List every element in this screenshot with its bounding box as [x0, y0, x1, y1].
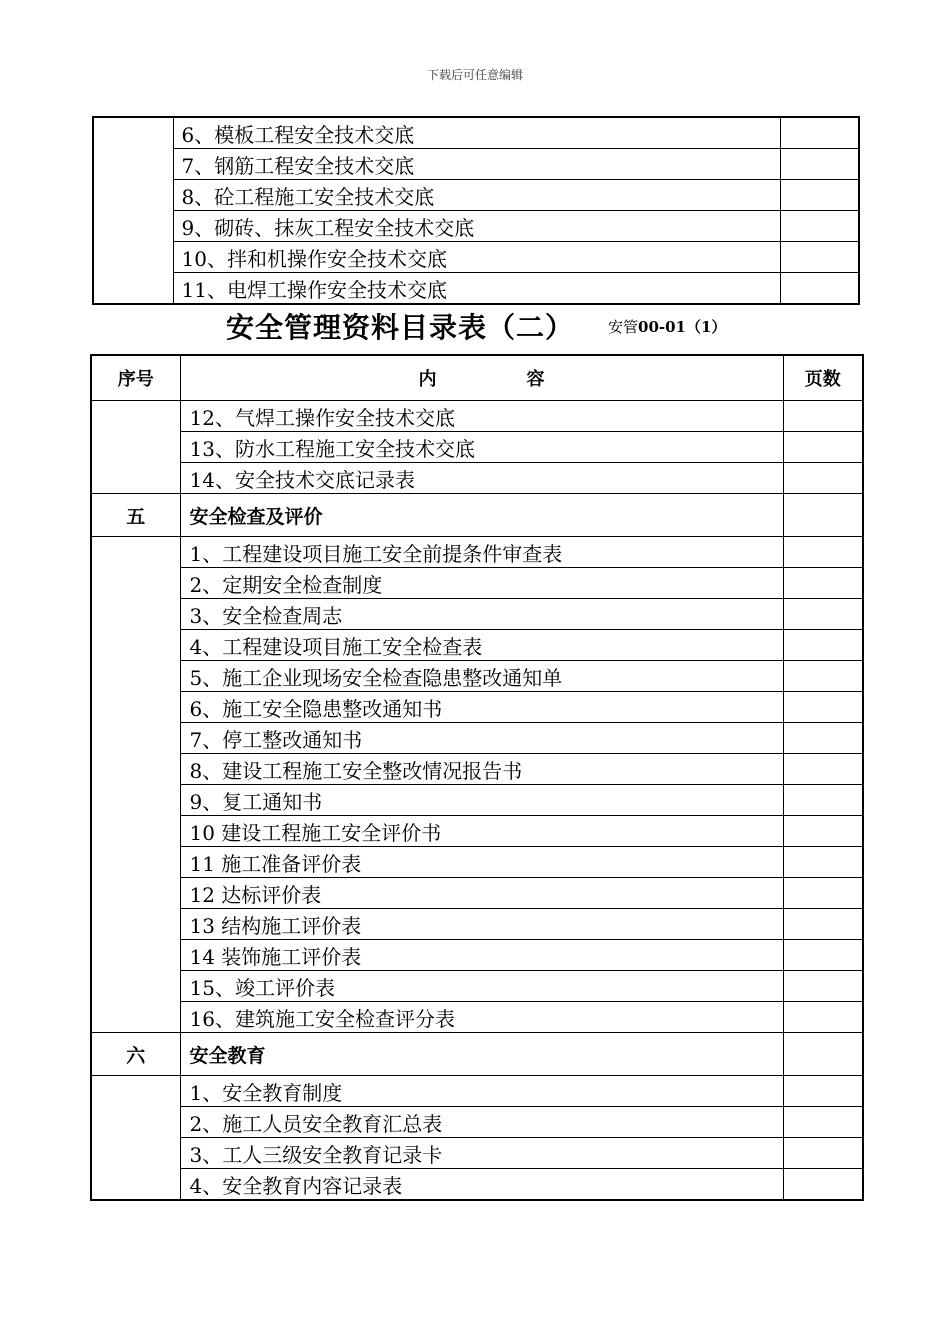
content-cell: 8、建设工程施工安全整改情况报告书: [180, 754, 783, 785]
pages-cell[interactable]: [783, 630, 863, 661]
pages-cell[interactable]: [783, 816, 863, 847]
table-row: [91, 1169, 863, 1201]
content-cell: 16、建筑施工安全检查评分表: [180, 1002, 783, 1033]
pages-cell[interactable]: [783, 401, 863, 432]
content-cell: 3、安全检查周志: [180, 599, 783, 630]
content-cell: 7、停工整改通知书: [180, 723, 783, 754]
pages-column-header: 页数: [783, 355, 863, 401]
pages-cell[interactable]: [783, 878, 863, 909]
table-header-row: [91, 355, 863, 401]
table-row: [91, 1076, 863, 1107]
pages-cell[interactable]: [780, 211, 859, 242]
section-title: 安全检查及评价: [180, 494, 783, 537]
pages-cell[interactable]: [783, 1033, 863, 1076]
content-cell: 14、安全技术交底记录表: [180, 463, 783, 494]
content-cell: 1、工程建设项目施工安全前提条件审查表: [180, 537, 783, 568]
pages-cell[interactable]: [783, 692, 863, 723]
table-row: [91, 463, 863, 494]
table-row: [91, 661, 863, 692]
content-cell: 12、气焊工操作安全技术交底: [180, 401, 783, 432]
pages-cell[interactable]: [783, 1076, 863, 1107]
pages-cell[interactable]: [783, 1169, 863, 1201]
table-row: [91, 1002, 863, 1033]
pages-cell[interactable]: [783, 494, 863, 537]
content-cell: 14 装饰施工评价表: [180, 940, 783, 971]
seq-column-header: 序号: [91, 355, 180, 401]
pages-cell[interactable]: [780, 242, 859, 273]
table-row: [91, 1138, 863, 1169]
content-cell: 9、砌砖、抹灰工程安全技术交底: [173, 211, 780, 242]
pages-cell[interactable]: [783, 432, 863, 463]
pages-cell[interactable]: [783, 754, 863, 785]
continued-table: [92, 116, 860, 305]
content-cell: 2、定期安全检查制度: [180, 568, 783, 599]
title-row: [0, 306, 950, 346]
section-row-6: [91, 1033, 863, 1076]
content-cell: 1、安全教育制度: [180, 1076, 783, 1107]
table-row: [91, 754, 863, 785]
content-cell: 9、复工通知书: [180, 785, 783, 816]
content-cell: 6、施工安全隐患整改通知书: [180, 692, 783, 723]
pages-cell[interactable]: [780, 273, 859, 305]
table-row: [91, 816, 863, 847]
table-row: [93, 149, 859, 180]
table-row: [93, 242, 859, 273]
table-row: [91, 723, 863, 754]
header-note: 下载后可任意编辑: [426, 68, 523, 82]
table-row: [91, 847, 863, 878]
table-row: [91, 878, 863, 909]
content-cell: 7、钢筋工程安全技术交底: [173, 149, 780, 180]
pages-cell[interactable]: [780, 180, 859, 211]
pages-cell[interactable]: [783, 971, 863, 1002]
pages-cell[interactable]: [780, 117, 859, 149]
pages-cell[interactable]: [783, 723, 863, 754]
table-row: [91, 599, 863, 630]
pages-cell[interactable]: [780, 149, 859, 180]
pages-cell[interactable]: [783, 463, 863, 494]
seq-cell: [91, 537, 180, 1033]
content-cell: 6、模板工程安全技术交底: [173, 117, 780, 149]
table-row: [91, 630, 863, 661]
pages-cell[interactable]: [783, 599, 863, 630]
form-code-suffix: （1）: [686, 318, 727, 336]
table-row: [93, 211, 859, 242]
seq-cell: [91, 1076, 180, 1201]
table-row: [91, 537, 863, 568]
pages-cell[interactable]: [783, 909, 863, 940]
content-cell: 8、砼工程施工安全技术交底: [173, 180, 780, 211]
form-code-prefix: 安管: [608, 318, 639, 336]
content-cell: 12 达标评价表: [180, 878, 783, 909]
pages-cell[interactable]: [783, 568, 863, 599]
table-row: [91, 971, 863, 1002]
table-row: [91, 692, 863, 723]
content-cell: 3、工人三级安全教育记录卡: [180, 1138, 783, 1169]
content-column-header: [180, 355, 783, 401]
pages-cell[interactable]: [783, 847, 863, 878]
content-header-char-a: 内: [418, 369, 437, 390]
section-title: 安全教育: [180, 1033, 783, 1076]
table-row: [93, 117, 859, 149]
section-seq: 五: [91, 494, 180, 537]
content-cell: 11、电焊工操作安全技术交底: [173, 273, 780, 305]
content-cell: 10 建设工程施工安全评价书: [180, 816, 783, 847]
form-code: [608, 316, 726, 337]
content-cell: 11 施工准备评价表: [180, 847, 783, 878]
content-cell: 10、拌和机操作安全技术交底: [173, 242, 780, 273]
page-title: 安全管理资料目录表（二）: [226, 311, 575, 344]
form-code-number: 00-01: [638, 318, 686, 336]
pages-cell[interactable]: [783, 785, 863, 816]
table-row: [91, 432, 863, 463]
catalog-table: [90, 354, 864, 1201]
pages-cell[interactable]: [783, 1107, 863, 1138]
table-row: [91, 1107, 863, 1138]
seq-cell: [91, 401, 180, 494]
pages-cell[interactable]: [783, 1002, 863, 1033]
seq-cell: [93, 117, 173, 304]
pages-cell[interactable]: [783, 661, 863, 692]
table-row: [91, 568, 863, 599]
table-row: [91, 401, 863, 432]
section-row-5: [91, 494, 863, 537]
content-cell: 4、安全教育内容记录表: [180, 1169, 783, 1201]
pages-cell[interactable]: [783, 940, 863, 971]
section-seq: 六: [91, 1033, 180, 1076]
table-row: [91, 909, 863, 940]
content-cell: 13 结构施工评价表: [180, 909, 783, 940]
content-cell: 2、施工人员安全教育汇总表: [180, 1107, 783, 1138]
pages-cell[interactable]: [783, 1138, 863, 1169]
pages-cell[interactable]: [783, 537, 863, 568]
table-row: [93, 180, 859, 211]
content-cell: 15、竣工评价表: [180, 971, 783, 1002]
content-header-char-b: 容: [526, 369, 545, 390]
content-cell: 5、施工企业现场安全检查隐患整改通知单: [180, 661, 783, 692]
content-cell: 13、防水工程施工安全技术交底: [180, 432, 783, 463]
table-row: [91, 940, 863, 971]
content-cell: 4、工程建设项目施工安全检查表: [180, 630, 783, 661]
table-row: [93, 273, 859, 305]
table-row: [91, 785, 863, 816]
